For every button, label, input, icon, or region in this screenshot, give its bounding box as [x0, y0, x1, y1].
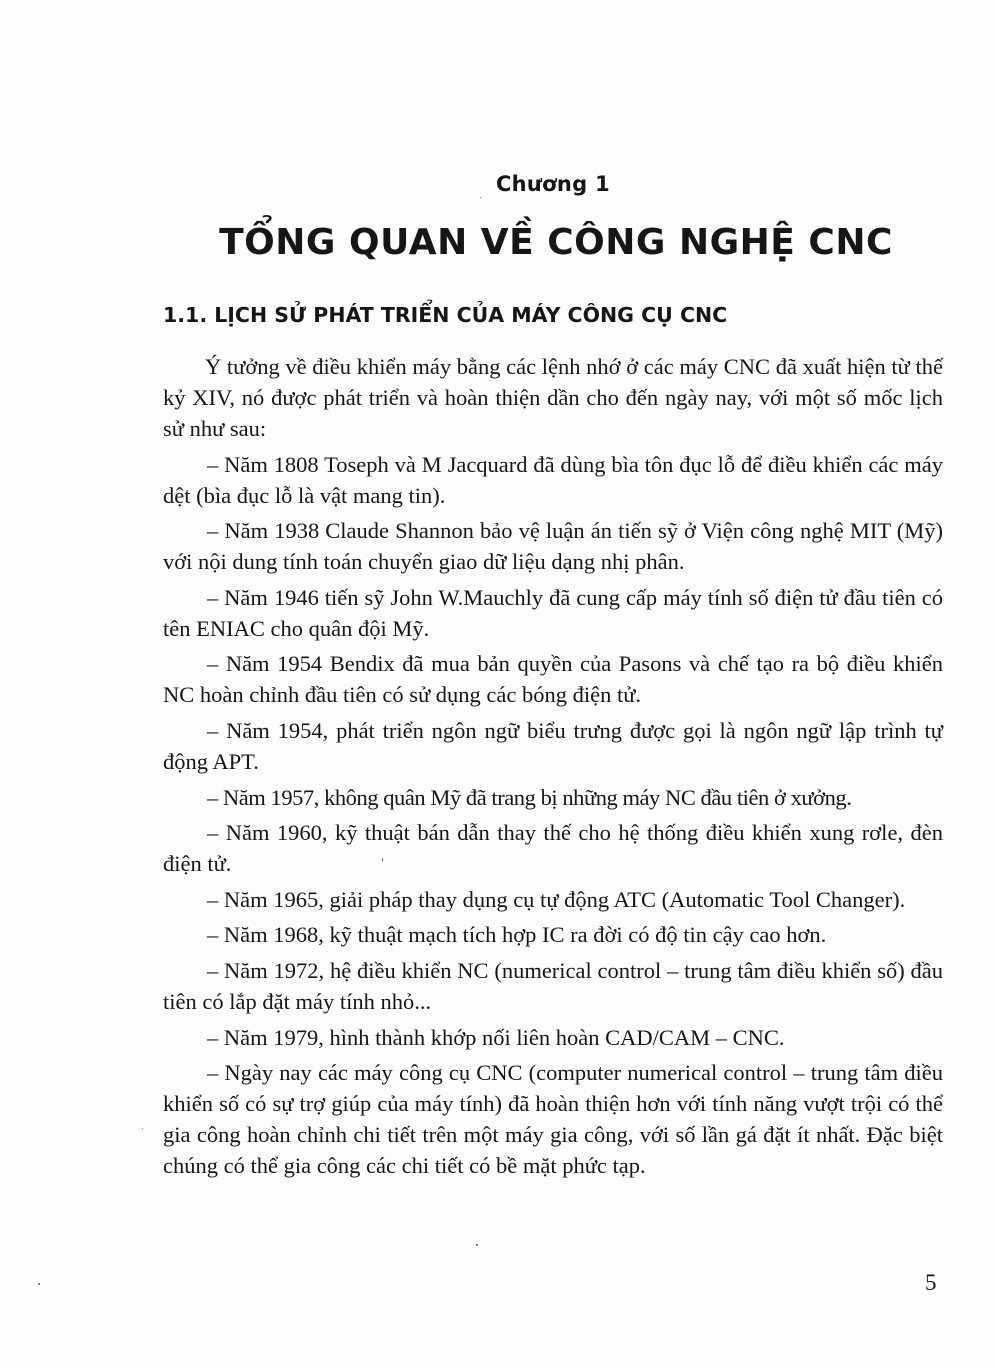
- body-text: [163, 351, 943, 1186]
- history-item-1972: – Năm 1972, hệ điều khiển NC (numerical control – trung tâm điều khiển số) đầu tiên có lắp đặt máy tính nhỏ...: [163, 957, 943, 1014]
- history-item-1946: – Năm 1946 tiến sỹ John W.Mauchly đã cung cấp máy tính số điện tử đầu tiên có tên ENIAC cho quân đội Mỹ.: [163, 584, 943, 641]
- history-item-1808: – Năm 1808 Toseph và M Jacquard đã dùng bìa tôn đục lỗ để điều khiển các máy dệt (bìa đục lỗ là vật mang tin).: [163, 451, 943, 508]
- scan-speck: [480, 197, 481, 198]
- history-item-1968: – Năm 1968, kỹ thuật mạch tích hợp IC ra đời có độ tin cậy cao hơn.: [207, 922, 827, 948]
- scan-speck: [476, 1244, 478, 1246]
- section-heading: 1.1. LỊCH SỬ PHÁT TRIỂN CỦA MÁY CÔNG CỤ CNC: [163, 303, 728, 327]
- history-item-1954-apt: – Năm 1954, phát triển ngôn ngữ biểu trưng được gọi là ngôn ngữ lập trình tự động APT.: [163, 717, 943, 774]
- history-item-today: – Ngày nay các máy công cụ CNC (computer numerical control – trung tâm điều khiển số có sự trợ giúp của máy tính) đã hoàn thiện hơn với tính năng vượt trội có thể gia công hoàn chỉnh chi tiết trên một máy gia công, với số lần gá đặt ít nhất. Đặc biệt chúng có thể gia công các chi tiết có bề mặt phức tạp.: [163, 1060, 943, 1179]
- scan-speck: [142, 1128, 143, 1129]
- chapter-title: TỔNG QUAN VỀ CÔNG NGHỆ CNC: [219, 222, 893, 263]
- chapter-label: Chương 1: [495, 172, 611, 196]
- history-item-1938: – Năm 1938 Claude Shannon bảo vệ luận án tiến sỹ ở Viện công nghệ MIT (Mỹ) với nội dung tính toán chuyển giao dữ liệu dạng nhị phân.: [163, 518, 943, 575]
- history-item-1957: – Năm 1957, không quân Mỹ đã trang bị những máy NC đầu tiên ở xưởng.: [207, 784, 852, 810]
- history-item-1965: – Năm 1965, giải pháp thay dụng cụ tự động ATC (Automatic Tool Changer).: [207, 886, 906, 912]
- history-item-1979: – Năm 1979, hình thành khớp nối liên hoàn CAD/CAM – CNC.: [207, 1024, 785, 1050]
- intro-paragraph: Ý tưởng về điều khiển máy bằng các lệnh nhớ ở các máy CNC đã xuất hiện từ thế kỷ XIV, nó được phát triển và hoàn thiện dần cho đến ngày nay, với một số mốc lịch sử như sau:: [163, 354, 943, 441]
- scan-speck: [382, 858, 383, 861]
- history-item-1954-bendix: – Năm 1954 Bendix đã mua bản quyền của Pasons và chế tạo ra bộ điều khiển NC hoàn chỉnh đầu tiên có sử dụng các bóng điện tử.: [163, 651, 943, 708]
- scan-speck: [38, 1283, 40, 1285]
- page-number: 5: [925, 1270, 937, 1295]
- history-item-1960: – Năm 1960, kỹ thuật bán dẫn thay thế cho hệ thống điều khiển xung rơle, đèn điện tử.: [163, 820, 943, 877]
